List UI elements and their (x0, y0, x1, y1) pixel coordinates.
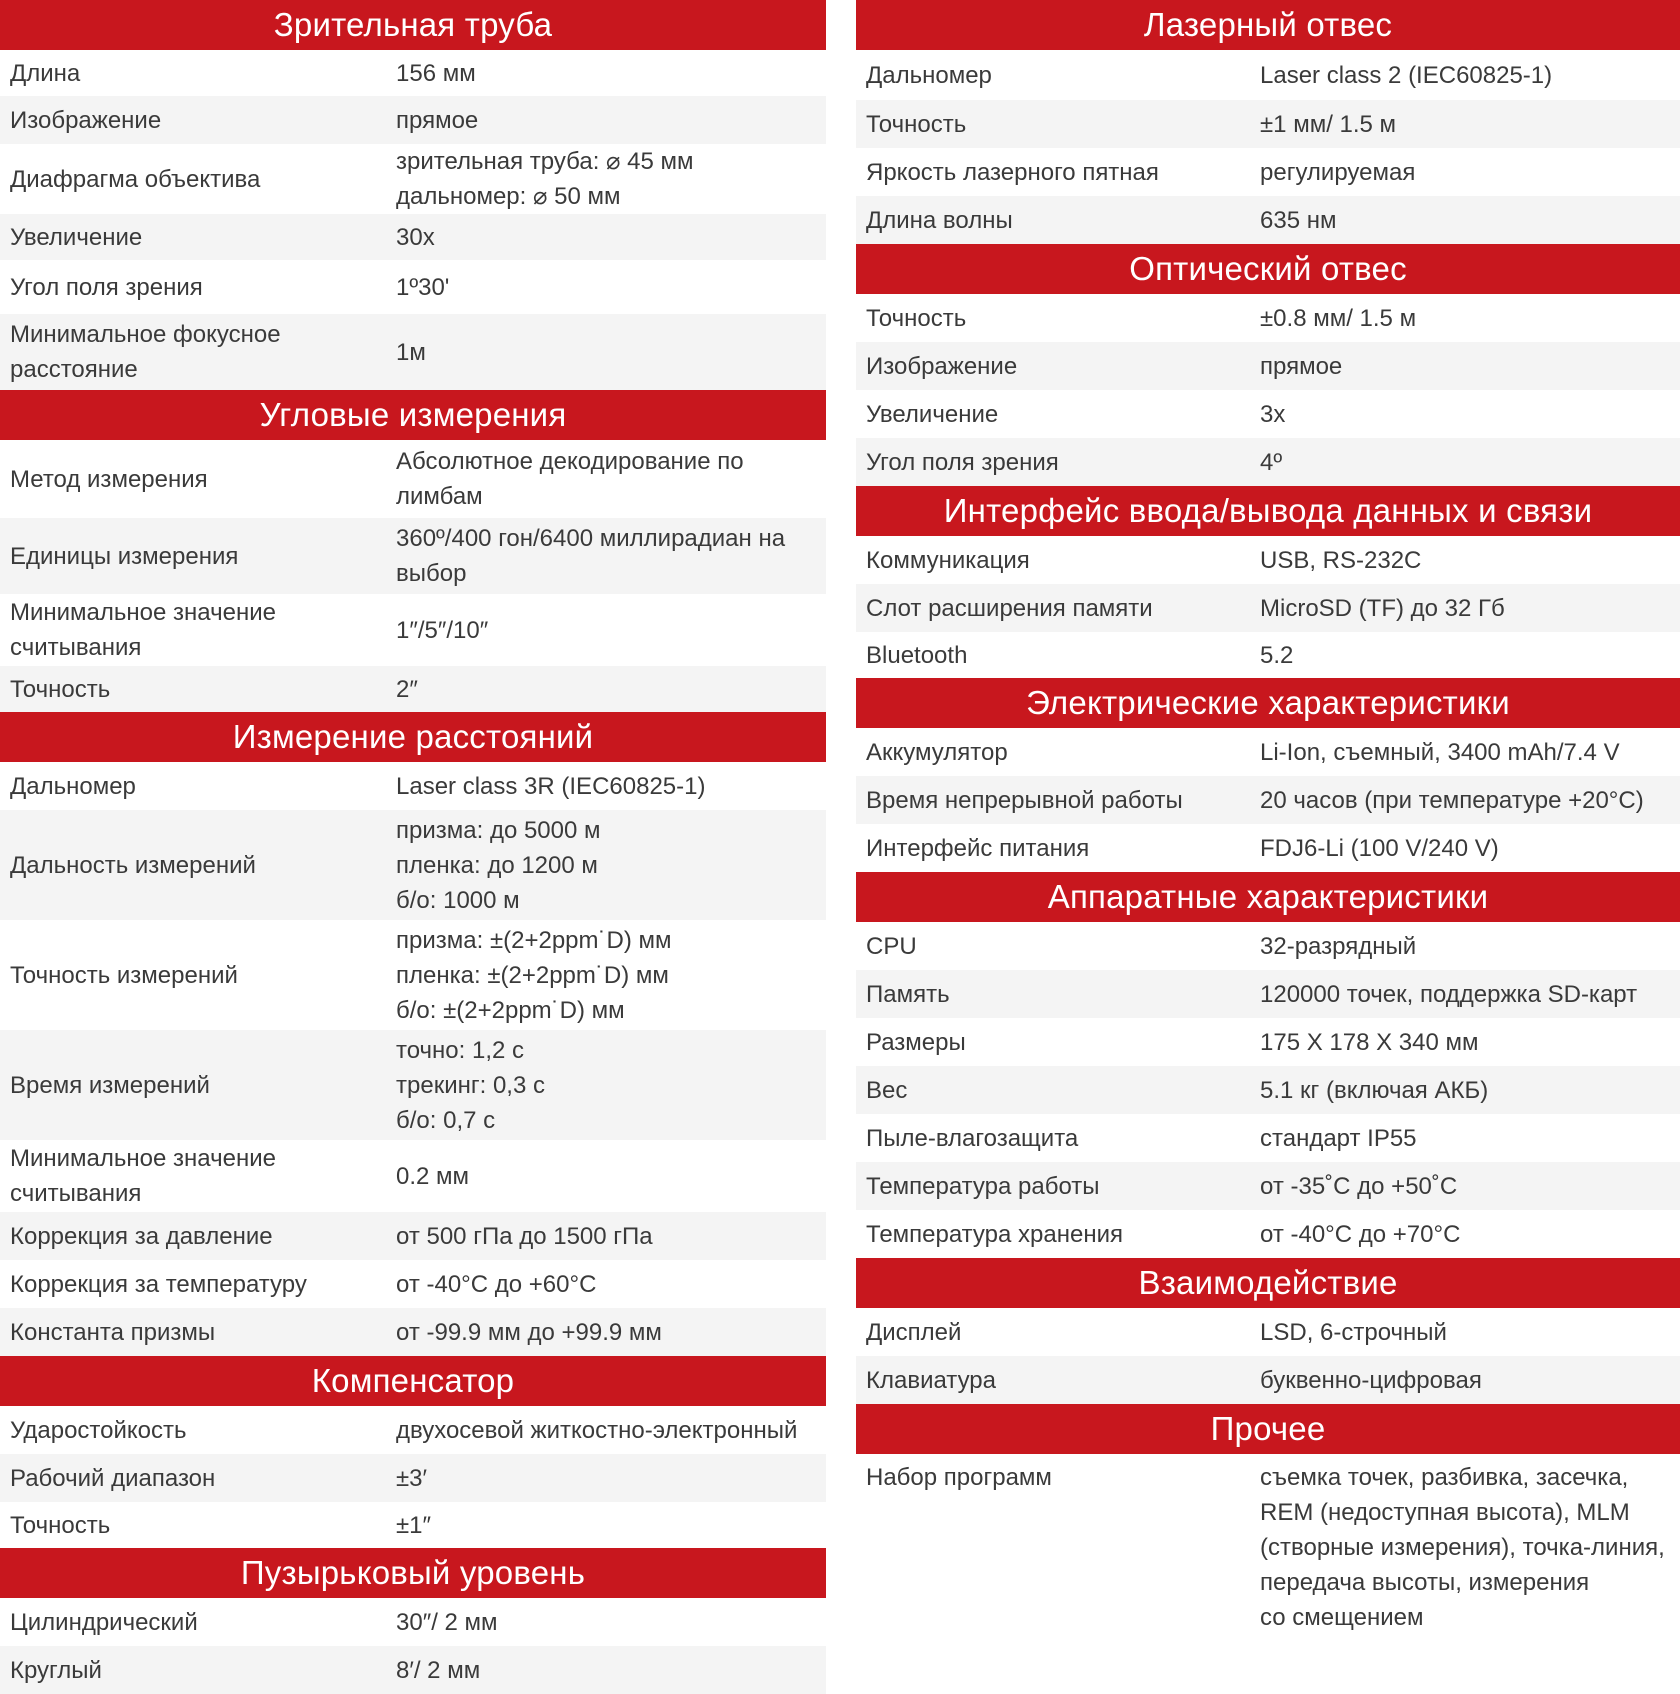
spec-row (0, 594, 826, 666)
spec-label: Яркость лазерного пятная (866, 158, 1159, 186)
spec-value (1252, 58, 1680, 93)
spec-value-line: 120000 точек, поддержка SD-карт (1260, 980, 1638, 1008)
spec-label: Память (866, 980, 950, 1008)
section-title: Интерфейс ввода/вывода данных и связи (856, 486, 1680, 536)
spec-row (856, 584, 1680, 632)
spec-value (1252, 445, 1680, 480)
spec-row (856, 148, 1680, 196)
spec-label: Единицы измерения (10, 542, 239, 570)
spec-row (856, 1454, 1680, 1636)
spec-row (856, 1114, 1680, 1162)
spec-section (856, 244, 1680, 486)
section-title: Зрительная труба (0, 0, 826, 50)
spec-row (0, 214, 826, 260)
left-column (0, 0, 826, 1694)
spec-value (1252, 977, 1680, 1012)
spec-label: Увеличение (866, 400, 999, 428)
spec-value (1252, 591, 1680, 626)
spec-row (0, 920, 826, 1030)
spec-label: Дальность измерений (10, 851, 256, 879)
spec-label: Коррекция за температуру (10, 1270, 307, 1298)
spec-value-line: ±1 мм/ 1.5 м (1260, 110, 1397, 138)
spec-row (0, 1140, 826, 1212)
section-title: Компенсатор (0, 1356, 826, 1406)
spec-label: Увеличение (10, 223, 143, 251)
spec-value-line: Laser class 3R (IEC60825-1) (396, 772, 706, 800)
spec-value-line: пленка: до 1200 м (396, 851, 598, 879)
spec-value (1252, 1217, 1680, 1252)
spec-row (0, 1030, 826, 1140)
spec-value (1252, 1025, 1680, 1060)
spec-row (856, 970, 1680, 1018)
spec-label: Точность измерений (10, 961, 238, 989)
spec-row (0, 260, 826, 314)
spec-row (0, 1308, 826, 1356)
spec-label: Диафрагма объектива (10, 165, 261, 193)
spec-row (856, 922, 1680, 970)
spec-label: Изображение (866, 352, 1018, 380)
spec-row (856, 390, 1680, 438)
spec-label: Угол поля зрения (866, 448, 1059, 476)
spec-section (0, 1356, 826, 1548)
spec-section (0, 0, 826, 390)
spec-value-line: Laser class 2 (IEC60825-1) (1260, 61, 1553, 89)
spec-row (856, 776, 1680, 824)
spec-label: Длина волны (866, 206, 1013, 234)
spec-value-line: 30″/ 2 мм (396, 1608, 498, 1636)
spec-value (388, 103, 826, 138)
spec-label: Bluetooth (866, 641, 968, 669)
spec-label: Клавиатура (866, 1366, 996, 1394)
spec-row (0, 1260, 826, 1308)
spec-value-line: б/о: 0,7 с (396, 1106, 496, 1134)
spec-row (856, 1018, 1680, 1066)
section-title: Оптический отвес (856, 244, 1680, 294)
spec-label: Время измерений (10, 1071, 210, 1099)
spec-value (1252, 301, 1680, 336)
spec-row (856, 632, 1680, 678)
spec-label: Рабочий диапазон (10, 1464, 216, 1492)
spec-label: Минимальное фокусное расстояние (10, 321, 281, 383)
section-title: Лазерный отвес (856, 0, 1680, 50)
spec-value (1252, 543, 1680, 578)
spec-value-line: 0.2 мм (396, 1162, 470, 1190)
spec-label: Круглый (10, 1656, 102, 1684)
spec-row (856, 536, 1680, 584)
spec-label: Ударостойкость (10, 1416, 187, 1444)
spec-row (856, 50, 1680, 100)
spec-value-line: от -40°C до +70°C (1260, 1220, 1461, 1248)
spec-value-line: MicroSD (TF) до 32 Гб (1260, 594, 1505, 622)
spec-value (1252, 1073, 1680, 1108)
spec-label: Метод измерения (10, 465, 208, 493)
spec-value (388, 1653, 826, 1688)
spec-value-line: ±0.8 мм/ 1.5 м (1260, 304, 1417, 332)
spec-label: CPU (866, 932, 917, 960)
spec-value-line: от 500 гПа до 1500 гПа (396, 1222, 653, 1250)
spec-row (856, 342, 1680, 390)
spec-value-line: 635 нм (1260, 206, 1337, 234)
spec-row (856, 1356, 1680, 1404)
spec-label: Температура работы (866, 1172, 1100, 1200)
spec-row (856, 438, 1680, 486)
spec-value (1252, 735, 1680, 770)
spec-row (856, 100, 1680, 148)
spec-value-line: со смещением (1260, 1604, 1424, 1631)
spec-value-line: 1м (396, 338, 426, 366)
spec-value (1252, 349, 1680, 384)
spec-value-line: 156 мм (396, 59, 476, 87)
spec-value (388, 270, 826, 305)
spec-row (0, 1598, 826, 1646)
spec-section (856, 1258, 1680, 1404)
spec-label: Длина (10, 59, 81, 87)
spec-value (388, 1033, 826, 1138)
spec-section (856, 0, 1680, 244)
spec-value-line: регулируемая (1260, 158, 1416, 186)
spec-value-line: FDJ6-Li (100 V/240 V) (1260, 834, 1499, 862)
spec-row (0, 666, 826, 712)
spec-value (388, 1267, 826, 1302)
spec-label: Коррекция за давление (10, 1222, 273, 1250)
spec-value-line: прямое (396, 106, 479, 134)
spec-value-line: трекинг: 0,3 с (396, 1071, 545, 1099)
spec-value (1252, 155, 1680, 190)
spec-section (856, 486, 1680, 678)
spec-label: Минимальное значение считывания (10, 599, 276, 661)
spec-value (1252, 1121, 1680, 1156)
spec-row (856, 1162, 1680, 1210)
spec-row (856, 824, 1680, 872)
spec-value (1252, 107, 1680, 142)
spec-value-line: REM (недоступная высота), MLM (1260, 1499, 1630, 1526)
spec-section (0, 712, 826, 1356)
spec-value (1252, 1315, 1680, 1350)
spec-value-line: 2″ (396, 675, 418, 703)
spec-value-line: точно: 1,2 с (396, 1036, 525, 1064)
spec-value-line: дальномер: ⌀ 50 мм (396, 183, 621, 210)
spec-label: Точность (866, 304, 967, 332)
spec-value-line: стандарт IP55 (1260, 1124, 1417, 1152)
spec-value (388, 1508, 826, 1543)
spec-value (1252, 1460, 1680, 1635)
spec-value-line: Абсолютное декодирование по лимбам (396, 448, 744, 510)
spec-value-line: 32-разрядный (1260, 932, 1417, 960)
spec-section (856, 1404, 1680, 1636)
spec-value (388, 1461, 826, 1496)
spec-row (0, 810, 826, 920)
spec-label: Аккумулятор (866, 738, 1008, 766)
spec-row (0, 1406, 826, 1454)
spec-value-line: призма: ±(2+2ppm˙D) мм (396, 926, 672, 954)
spec-value (1252, 397, 1680, 432)
spec-value-line: съемка точек, разбивка, засечка, (1260, 1464, 1629, 1491)
section-title: Угловые измерения (0, 390, 826, 440)
spec-label: Пыле-влагозащита (866, 1124, 1079, 1152)
spec-label: Время непрерывной работы (866, 786, 1183, 814)
spec-value (1252, 203, 1680, 238)
spec-value (388, 923, 826, 1028)
spec-label: Константа призмы (10, 1318, 216, 1346)
spec-value-line: 8′/ 2 мм (396, 1656, 481, 1684)
spec-label: Интерфейс питания (866, 834, 1090, 862)
spec-value-line: LSD, 6-строчный (1260, 1318, 1447, 1346)
spec-value (1252, 783, 1680, 818)
spec-value (388, 220, 826, 255)
spec-label: Слот расширения памяти (866, 594, 1153, 622)
spec-row (0, 1212, 826, 1260)
spec-value-line: б/о: ±(2+2ppm˙D) мм (396, 996, 625, 1024)
spec-value-line: Li-Ion, съемный, 3400 mAh/7.4 V (1260, 738, 1620, 766)
spec-row (0, 1454, 826, 1502)
spec-value-line: прямое (1260, 352, 1343, 380)
spec-row (0, 96, 826, 144)
spec-value (1252, 638, 1680, 673)
spec-label: Точность (10, 1511, 111, 1539)
spec-value (388, 613, 826, 648)
spec-value (388, 56, 826, 91)
spec-section (856, 678, 1680, 872)
spec-label: Угол поля зрения (10, 273, 203, 301)
spec-row (856, 1066, 1680, 1114)
section-title: Электрические характеристики (856, 678, 1680, 728)
spec-label: Вес (866, 1076, 908, 1104)
spec-row (0, 762, 826, 810)
spec-value-line: (створные измерения), точка-линия, (1260, 1534, 1665, 1561)
spec-value (388, 144, 826, 214)
spec-value-line: 3x (1260, 400, 1286, 428)
spec-value (1252, 929, 1680, 964)
spec-value-line: от -40°C до +60°C (396, 1270, 597, 1298)
spec-row (0, 144, 826, 214)
spec-label: Дальномер (10, 772, 136, 800)
section-title: Пузырьковый уровень (0, 1548, 826, 1598)
spec-value-line: пленка: ±(2+2ppm˙D) мм (396, 961, 669, 989)
spec-value-line: от -99.9 мм до +99.9 мм (396, 1318, 662, 1346)
spec-value-line: 360º/400 гон/6400 миллирадиан на выбор (396, 525, 786, 587)
spec-value-line: 4º (1260, 448, 1283, 476)
spec-label: Коммуникация (866, 546, 1030, 574)
spec-row (856, 728, 1680, 776)
spec-value (388, 1219, 826, 1254)
spec-value (1252, 1169, 1680, 1204)
spec-section (0, 390, 826, 712)
section-title: Взаимодействие (856, 1258, 1680, 1308)
spec-label: Температура хранения (866, 1220, 1123, 1248)
spec-label: Размеры (866, 1028, 966, 1056)
spec-value-line: двухосевой житкостно-электронный (396, 1416, 798, 1444)
spec-value (388, 444, 826, 514)
spec-value-line: от -35˚C до +50˚C (1260, 1172, 1458, 1200)
spec-label: Точность (10, 675, 111, 703)
spec-value (388, 1159, 826, 1194)
spec-row (0, 1502, 826, 1548)
spec-value-line: 1″/5″/10″ (396, 616, 489, 644)
spec-value-line: USB, RS-232C (1260, 546, 1422, 574)
spec-value-line: передача высоты, измерения (1260, 1569, 1590, 1596)
spec-value-line: б/о: 1000 м (396, 886, 520, 914)
spec-label: Набор программ (866, 1464, 1052, 1491)
spec-value-line: зрительная труба: ⌀ 45 мм (396, 148, 694, 175)
spec-value (388, 1413, 826, 1448)
spec-value-line: 5.1 кг (включая АКБ) (1260, 1076, 1489, 1104)
spec-value (388, 672, 826, 707)
spec-value-line: ±3′ (396, 1464, 428, 1492)
spec-value (1252, 1363, 1680, 1398)
spec-value (388, 521, 826, 591)
spec-value-line: буквенно-цифровая (1260, 1366, 1482, 1394)
spec-row (0, 50, 826, 96)
spec-row (0, 518, 826, 594)
spec-section (0, 1548, 826, 1694)
spec-label: Дальномер (866, 61, 992, 89)
spec-value (388, 335, 826, 370)
spec-value (1252, 831, 1680, 866)
spec-value-line: 20 часов (при температуре +20°C) (1260, 786, 1644, 814)
section-title: Аппаратные характеристики (856, 872, 1680, 922)
spec-row (856, 196, 1680, 244)
spec-value-line: ±1″ (396, 1511, 432, 1539)
spec-label: Точность (866, 110, 967, 138)
spec-label: Изображение (10, 106, 162, 134)
spec-row (856, 294, 1680, 342)
spec-value (388, 769, 826, 804)
spec-label: Минимальное значение считывания (10, 1145, 276, 1207)
spec-value (388, 813, 826, 918)
spec-row (0, 440, 826, 518)
spec-value (388, 1605, 826, 1640)
spec-row (856, 1308, 1680, 1356)
spec-value (388, 1315, 826, 1350)
spec-value-line: 1º30' (396, 273, 450, 301)
spec-value-line: 5.2 (1260, 641, 1294, 669)
spec-label: Цилиндрический (10, 1608, 198, 1636)
right-column (856, 0, 1680, 1636)
section-title: Измерение расстояний (0, 712, 826, 762)
spec-value-line: 30x (396, 223, 435, 251)
spec-row (0, 314, 826, 390)
spec-value-line: 175 X 178 X 340 мм (1260, 1028, 1479, 1056)
spec-value-line: призма: до 5000 м (396, 816, 601, 844)
spec-label: Дисплей (866, 1318, 962, 1346)
spec-section (856, 872, 1680, 1258)
section-title: Прочее (856, 1404, 1680, 1454)
spec-row (856, 1210, 1680, 1258)
